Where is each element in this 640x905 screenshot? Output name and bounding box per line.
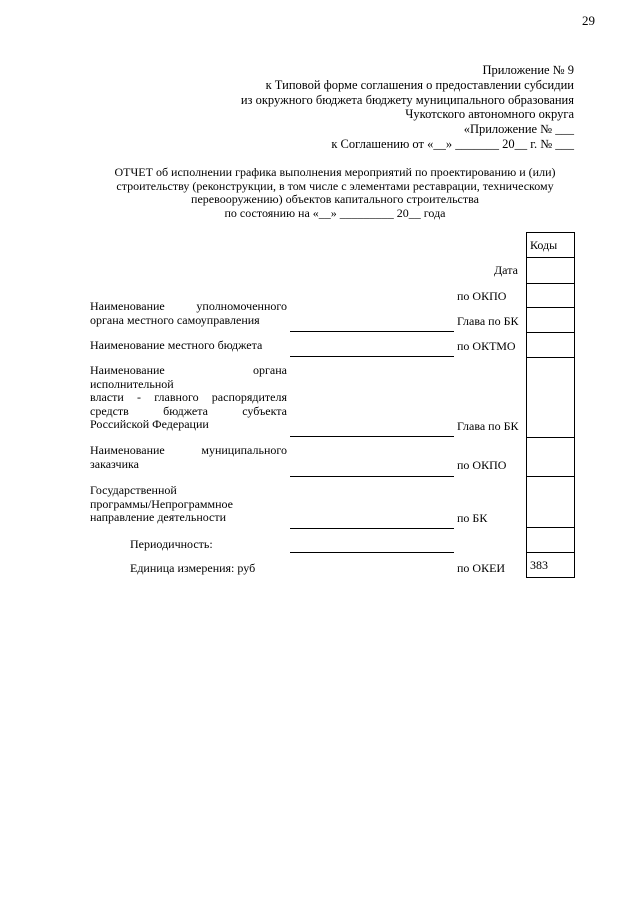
code-cell-head-bk[interactable]	[527, 308, 575, 333]
label-line: власти - главного распорядителя средств бюджета субъекта	[90, 390, 287, 418]
label-line: Российской Федерации	[90, 417, 209, 431]
executive-body-label	[90, 364, 287, 432]
local-budget-field[interactable]	[290, 356, 454, 357]
agreement-ref-line: к Соглашению от «__» _______ 20__ г. № ___	[331, 137, 574, 151]
label-line: Наименование органа исполнительной	[90, 363, 287, 391]
municipal-customer-label	[90, 444, 287, 471]
codes-table	[526, 232, 575, 578]
label-line: заказчика	[90, 456, 139, 471]
code-label-okei: по ОКЕИ	[457, 561, 506, 575]
appendix-number: Приложение № 9	[482, 63, 574, 77]
code-label-head-bk: Глава по БК	[457, 314, 519, 328]
code-label-okpo-2: по ОКПО	[457, 458, 507, 472]
appendix-ref-line: из окружного бюджета бюджету муниципального образования	[240, 93, 574, 107]
authorized-body-label	[90, 300, 287, 327]
report-date-line: по состоянию на «__» _________ 20__ года	[224, 206, 446, 220]
report-title: ОТЧЕТ об исполнении графика выполнения мероприятий по проектированию и (или)	[114, 165, 556, 179]
label-line: органа местного самоуправления	[90, 312, 260, 327]
appendix-ref-line: Чукотского автономного округа	[405, 107, 574, 121]
code-cell-periodicity[interactable]	[527, 528, 575, 553]
state-program-label	[90, 484, 287, 525]
code-label-head-bk-2: Глава по БК	[457, 419, 519, 433]
code-cell-okpo[interactable]	[527, 284, 575, 308]
state-program-field[interactable]	[290, 528, 454, 529]
municipal-customer-field[interactable]	[290, 476, 454, 477]
code-label-oktmo: по ОКТМО	[457, 339, 516, 353]
periodicity-field[interactable]	[290, 552, 454, 553]
code-cell-oktmo[interactable]	[527, 333, 575, 358]
label-line: Государственной	[90, 483, 177, 497]
code-cell-head-bk-2[interactable]	[527, 358, 575, 438]
label-line: направление деятельности	[90, 510, 227, 524]
unit-label: Единица измерения: руб	[130, 561, 256, 575]
authorized-body-field[interactable]	[290, 331, 454, 332]
codes-header: Коды	[527, 233, 575, 258]
page-number: 29	[582, 13, 595, 28]
label-line: программы/Непрограммное	[90, 496, 233, 511]
periodicity-label: Периодичность:	[130, 537, 213, 551]
code-label-okpo: по ОКПО	[457, 289, 507, 303]
executive-body-field[interactable]	[290, 436, 454, 437]
label-line: Наименование муниципального	[90, 443, 287, 457]
code-cell-okei: 383	[527, 553, 575, 578]
code-cell-okpo-2[interactable]	[527, 438, 575, 477]
appendix-ref-line: к Типовой форме соглашения о предоставлении субсидии	[265, 78, 574, 92]
agreement-appendix-number: «Приложение № ___	[463, 122, 574, 136]
report-title: перевооружению) объектов капитального строительства	[191, 192, 479, 206]
code-cell-bk[interactable]	[527, 477, 575, 528]
code-cell-date[interactable]	[527, 258, 575, 284]
local-budget-label: Наименование местного бюджета	[90, 338, 263, 352]
code-label-bk: по БК	[457, 511, 488, 525]
report-title: строительству (реконструкции, в том числе с элементами реставрации, техническому	[116, 179, 554, 193]
label-line: Наименование уполномоченного	[90, 299, 287, 313]
date-label: Дата	[494, 263, 518, 277]
